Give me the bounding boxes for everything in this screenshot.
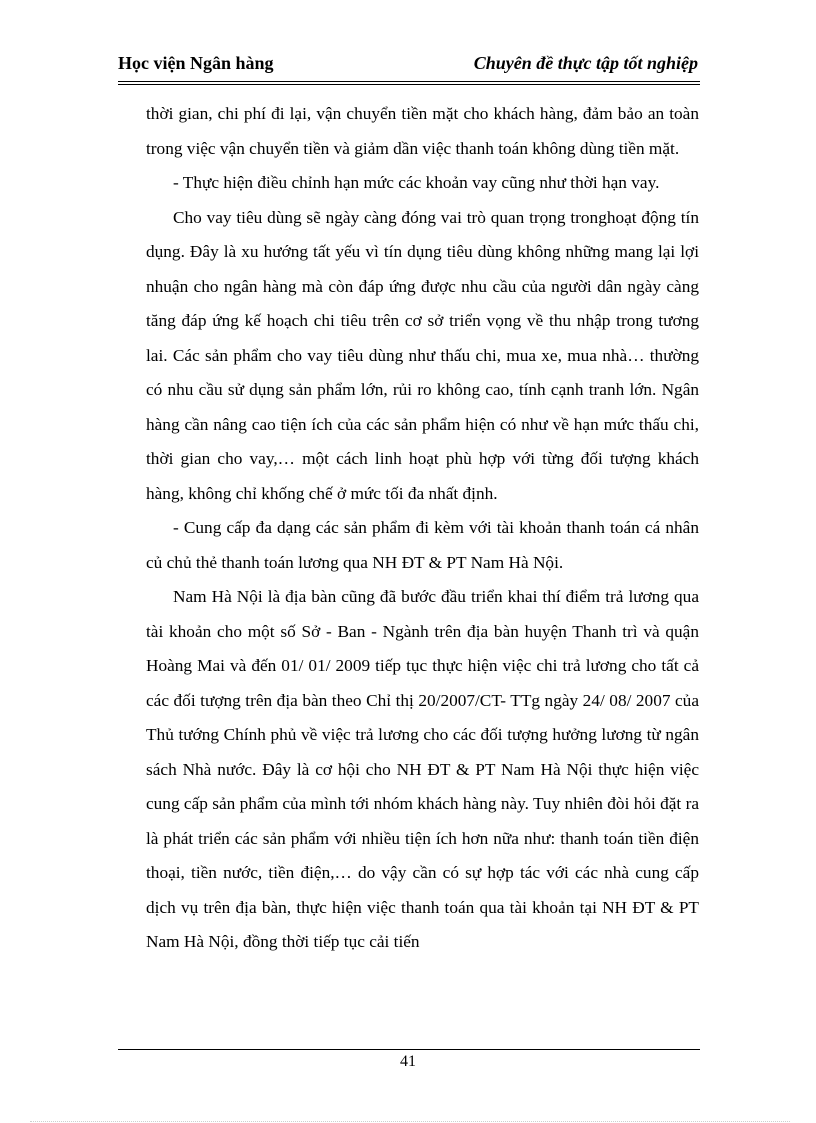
paragraph-bullet-loan-limit: - Thực hiện điều chỉnh hạn mức các khoản vay cũng như thời hạn vay. (173, 173, 660, 192)
paragraph-continuation: thời gian, chi phí đi lại, vận chuyển tiền mặt cho khách hàng, đảm bảo an toàn trong việc vận chuyển tiền và giảm dần việc thanh toán không dùng tiền mặt. (146, 104, 699, 158)
paragraph-bullet-products: - Cung cấp đa dạng các sản phẩm đi kèm với tài khoản thanh toán cá nhân củ chủ thẻ thanh toán lương qua NH ĐT & PT Nam Hà Nội. (146, 518, 699, 572)
footer-divider (118, 1049, 700, 1050)
page-edge-marker (30, 1121, 790, 1122)
page-header (118, 50, 700, 80)
header-divider-double (118, 84, 700, 85)
header-divider (118, 81, 700, 82)
paragraph-consumer-lending: Cho vay tiêu dùng sẽ ngày càng đóng vai trò quan trọng tronghoạt động tín dụng. Đây là xu hướng tất yếu vì tín dụng tiêu dùng không những mang lại lợi nhuận cho ngân hàng mà còn đáp ứng được nhu cầu của người dân ngày càng tăng đáp ứng kế hoạch chi tiêu trên cơ sở triển vọng về thu nhập trong tương lai. Các sản phẩm cho vay tiêu dùng như thấu chi, mua xe, mua nhà… thường có nhu cầu sử dụng sản phẩm lớn, rủi ro không cao, tính cạnh tranh lớn. Ngân hàng cần nâng cao tiện ích của các sản phẩm hiện có như về hạn mức thấu chi, thời gian cho vay,… một cách linh hoạt phù hợp với từng đối tượng khách hàng, không chỉ khống chế ở mức tối đa nhất định. (146, 207, 699, 503)
body-text (146, 97, 699, 960)
paragraph-salary-payment: Nam Hà Nội là địa bàn cũng đã bước đầu triển khai thí điểm trả lương qua tài khoản cho một số Sở - Ban - Ngành trên địa bàn huyện Thanh trì và quận Hoàng Mai và đến 01/ 01/ 2009 tiếp tục thực hiện việc chi trả lương cho tất cả các đối tượng trên địa bàn theo Chỉ thị 20/2007/CT- TTg ngày 24/ 08/ 2007 của Thủ tướng Chính phủ về việc trả lương cho các đối tượng hưởng lương từ ngân sách Nhà nước. Đây là cơ hội cho NH ĐT & PT Nam Hà Nội thực hiện việc cung cấp sản phẩm của mình tới nhóm khách hàng này. Tuy nhiên đòi hỏi đặt ra là phát triển các sản phẩm với nhiều tiện ích hơn nữa như: thanh toán tiền điện thoại, tiền nước, tiền điện,… do vậy cần có sự hợp tác với các nhà cung cấp dịch vụ trên địa bàn, thực hiện việc thanh toán qua tài khoản tại NH ĐT & PT Nam Hà Nội, đồng thời tiếp tục cải tiến (146, 587, 699, 951)
header-document-title: Chuyên đề thực tập tốt nghiệp (473, 53, 698, 73)
header-institution: Học viện Ngân hàng (118, 53, 274, 73)
page-number: 41 (400, 1053, 416, 1070)
